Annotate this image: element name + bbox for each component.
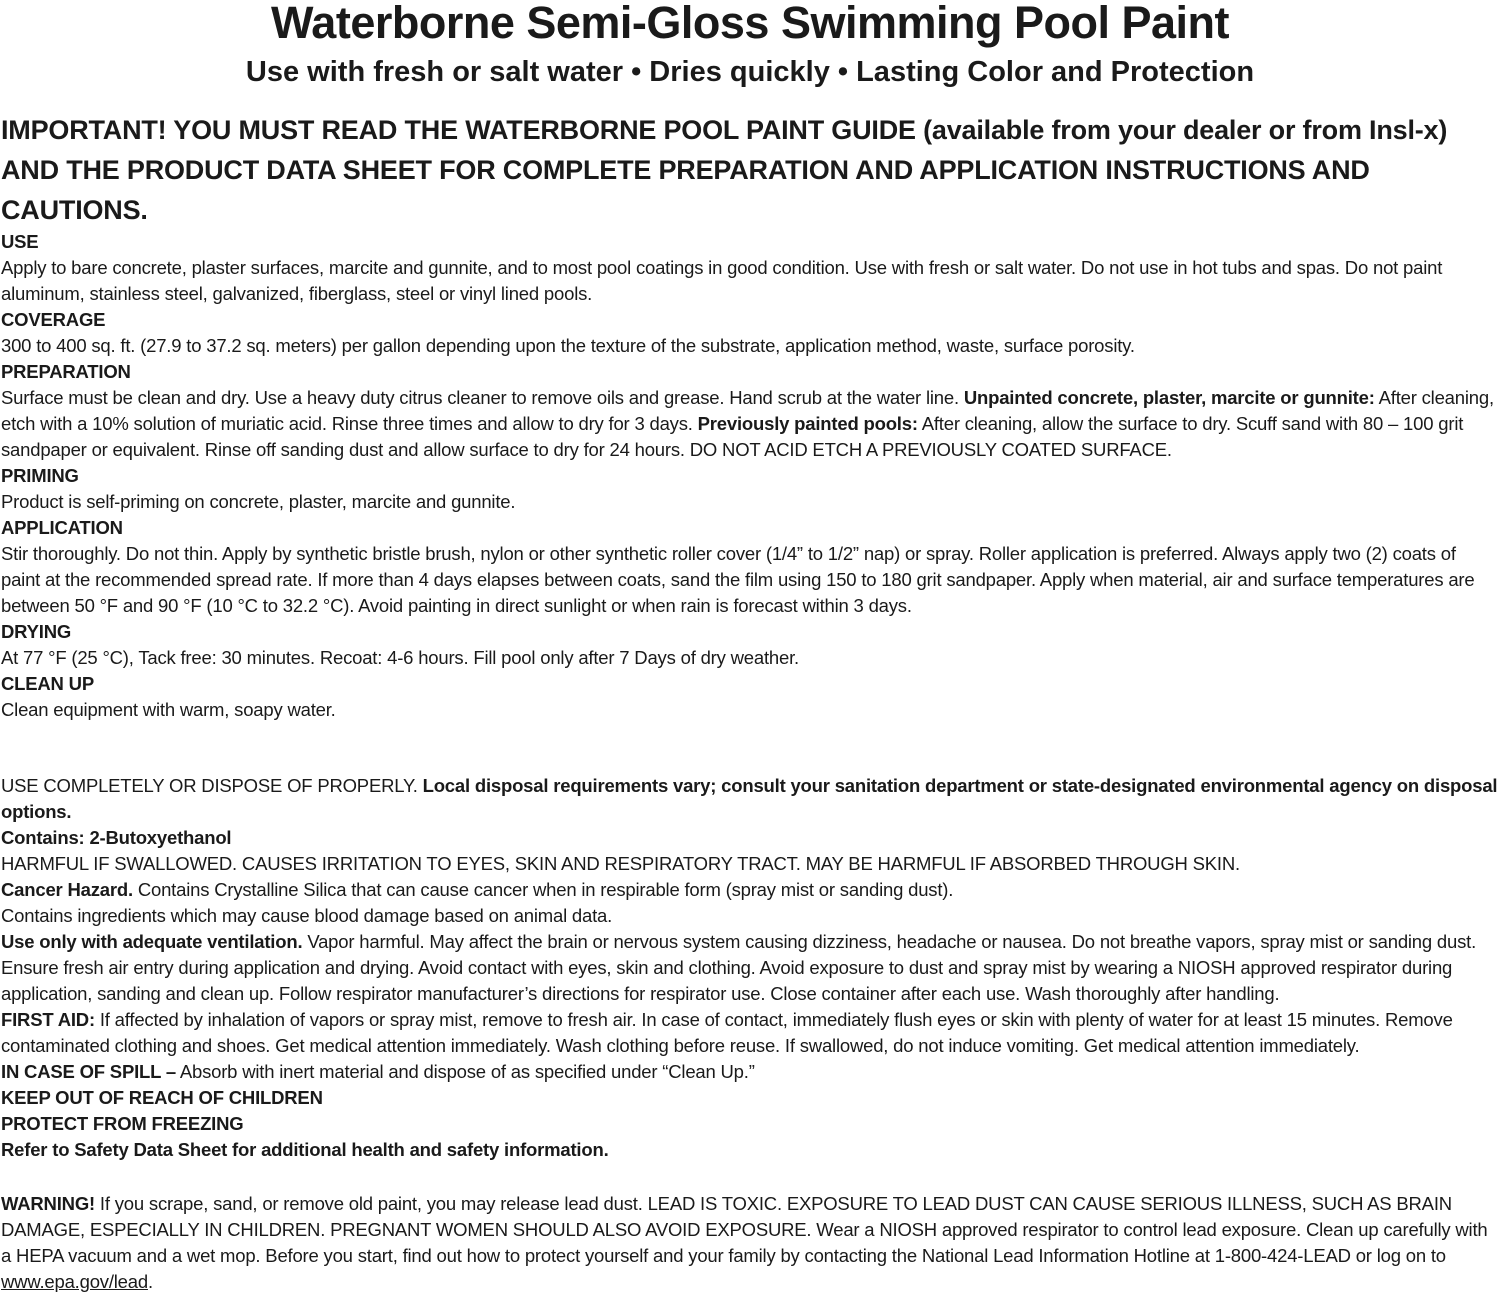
drying-heading: DRYING <box>1 621 72 642</box>
warning-end: . <box>147 1271 153 1292</box>
preparation-painted-label: Previously painted pools: <box>697 413 918 434</box>
lead-warning-paragraph <box>1 1191 1498 1295</box>
cancer-line <box>1 877 1498 903</box>
priming-heading: PRIMING <box>1 465 79 486</box>
instructions-block <box>1 229 1498 723</box>
disposal-main: USE COMPLETELY OR DISPOSE OF PROPERLY. <box>1 775 423 796</box>
blood-line: Contains ingredients which may cause blood damage based on animal data. <box>1 905 613 926</box>
ventilation-paragraph <box>1 929 1498 1007</box>
page-title: Waterborne Semi-Gloss Swimming Pool Paint <box>271 0 1229 48</box>
ventilation-label: Use only with adequate ventilation. <box>1 931 303 952</box>
ventilation-text: Vapor harmful. May affect the brain or nervous system causing dizziness, headache or nausea. Do not breathe vapors, spray mist or sanding dust. Ensure fresh air entry during application and drying. Avoid contact with eyes, skin and clothing. Avoid exposure to dust and spray mist by wearing a NIOSH approved respirator during application, sanding and clean up. Follow respirator manufacturer’s directions for respirator use. Close container after each use. Wash thoroughly after handling. <box>1 931 1477 1004</box>
lead-warning-block <box>1 1191 1498 1295</box>
cleanup-text: Clean equipment with warm, soapy water. <box>1 699 336 720</box>
children-warning: KEEP OUT OF REACH OF CHILDREN <box>1 1087 323 1108</box>
application-heading: APPLICATION <box>1 517 123 538</box>
preparation-text-2: After cleaning, etch with a 10% solution of muriatic acid. Rinse three times and allow to dry for 3 days. <box>1 387 1494 434</box>
application-text: Stir thoroughly. Do not thin. Apply by synthetic bristle brush, nylon or other synthetic roller cover (1/4” to 1/2” nap) or spray. Roller application is preferred. Always apply two (2) coats of paint at the recommended spread rate. If more than 4 days elapses between coats, sand the film using 150 to 180 grit sandpaper. Apply when material, air and surface temperatures are between 50 °F and 90 °F (10 °C to 32.2 °C). Avoid painting in direct sunlight or when rain is forecast within 3 days. <box>1 543 1475 616</box>
preparation-unpainted-label: Unpainted concrete, plaster, marcite or gunnite: <box>963 387 1375 408</box>
warning-text: If you scrape, sand, or remove old paint, you may release lead dust. LEAD IS TOXIC. EXPOSURE TO LEAD DUST CAN CAUSE SERIOUS ILLNESS, SUCH AS BRAIN DAMAGE, ESPECIALLY IN CHILDREN. PREGNANT WOMEN SHOULD ALSO AVOID EXPOSURE. Wear a NIOSH approved respirator to control lead exposure. Clean up carefully with a HEPA vacuum and a wet mop. Before you start, find out how to protect yourself and your family by contacting the National Lead Information Hotline at 1-800-424-LEAD or log on to <box>1 1193 1488 1266</box>
preparation-text <box>1 385 1498 463</box>
spill-line <box>1 1059 1498 1085</box>
warning-label: WARNING! <box>1 1193 95 1214</box>
preparation-heading: PREPARATION <box>1 361 131 382</box>
spill-label: IN CASE OF SPILL – <box>1 1061 176 1082</box>
first-aid-label: FIRST AID: <box>1 1009 95 1030</box>
cleanup-heading: CLEAN UP <box>1 673 94 694</box>
use-heading: USE <box>1 231 39 252</box>
important-notice: IMPORTANT! YOU MUST READ THE WATERBORNE POOL PAINT GUIDE (available from your dealer or from Insl-x) AND THE PRODUCT DATA SHEET FOR COMPLETE PREPARATION AND APPLICATION INSTRUCTIONS AND CAUTIONS. <box>1 115 1448 225</box>
preparation-text-1: Surface must be clean and dry. Use a heavy duty citrus cleaner to remove oils and grease. Hand scrub at the water line. <box>1 387 964 408</box>
use-text: Apply to bare concrete, plaster surfaces, marcite and gunnite, and to most pool coatings in good condition. Use with fresh or salt water. Do not use in hot tubs and spas. Do not paint aluminum, stainless steel, galvanized, fiberglass, steel or vinyl lined pools. <box>1 257 1443 304</box>
first-aid-text: If affected by inhalation of vapors or spray mist, remove to fresh air. In case of contact, immediately flush eyes or skin with plenty of water for at least 15 minutes. Remove contaminated clothing and shoes. Get medical attention immediately. Wash clothing before reuse. If swallowed, do not induce vomiting. Get medical attention immediately. <box>1 1009 1453 1056</box>
freezing-warning: PROTECT FROM FREEZING <box>1 1113 244 1134</box>
contains-line: Contains: 2-Butoxyethanol <box>1 827 232 848</box>
disposal-note: Local disposal requirements vary; consult your sanitation department or state-designated environmental agency on disposal options. <box>1 775 1498 822</box>
first-aid-paragraph <box>1 1007 1498 1059</box>
coverage-heading: COVERAGE <box>1 309 106 330</box>
sds-note: Refer to Safety Data Sheet for additional health and safety information. <box>1 1139 609 1160</box>
drying-text: At 77 °F (25 °C), Tack free: 30 minutes. Recoat: 4-6 hours. Fill pool only after 7 Days of dry weather. <box>1 647 799 668</box>
preparation-text-3: After cleaning, allow the surface to dry. Scuff sand with 80 – 100 grit sandpaper or equivalent. Rinse off sanding dust and allow surface to dry for 24 hours. DO NOT ACID ETCH A PREVIOUSLY COATED SURFACE. <box>1 413 1464 460</box>
priming-text: Product is self-priming on concrete, plaster, marcite and gunnite. <box>1 491 516 512</box>
hazards-block <box>1 825 1498 1163</box>
coverage-text: 300 to 400 sq. ft. (27.9 to 37.2 sq. meters) per gallon depending upon the texture of the substrate, application method, waste, surface porosity. <box>1 335 1135 356</box>
epa-lead-link[interactable]: www.epa.gov/lead <box>1 1271 148 1292</box>
cancer-label: Cancer Hazard. <box>1 879 133 900</box>
page-subtitle: Use with fresh or salt water • Dries quickly • Lasting Color and Protection <box>245 56 1255 88</box>
disposal-block <box>1 773 1498 825</box>
harmful-line: HARMFUL IF SWALLOWED. CAUSES IRRITATION TO EYES, SKIN AND RESPIRATORY TRACT. MAY BE HARMFUL IF ABSORBED THROUGH SKIN. <box>1 853 1240 874</box>
cancer-text: Contains Crystalline Silica that can cause cancer when in respirable form (spray mist or sanding dust). <box>132 879 954 900</box>
spill-text: Absorb with inert material and dispose of as specified under “Clean Up.” <box>175 1061 755 1082</box>
disposal-text <box>1 773 1498 825</box>
